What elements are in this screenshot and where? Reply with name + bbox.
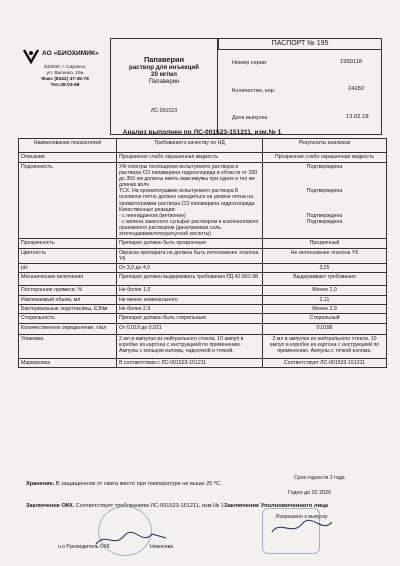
param-name-cell: Упаковка [19, 334, 117, 358]
table-row [19, 273, 387, 286]
param-name-cell: Бактериальные эндотоксины, ЕЭ/мг [19, 304, 117, 313]
requirement-cell: В соответствии с ЛС-001523-151211 [117, 358, 263, 367]
product-dosage: 20 мг/мл [151, 71, 177, 78]
requirement-cell: Препарат должен быть стерильным [117, 313, 263, 323]
table-header-cell: Требования к качеству по НД [117, 139, 263, 153]
param-name-cell: Прозрачность [19, 239, 117, 249]
series-label: Номер серии [232, 60, 267, 66]
okk-head-title: н.о Руководитель ОКК [58, 544, 110, 550]
certificate-header [22, 38, 382, 135]
param-name-cell: Посторонние примеси, % [19, 286, 117, 295]
result-cell: Менее 1,0 [263, 286, 387, 295]
requirement-cell: От 0,019 до 0,021 [117, 323, 263, 334]
company-logo-icon [22, 48, 40, 64]
table-row [19, 313, 387, 323]
result-cell: Выдерживает требования [263, 273, 387, 286]
requirement-cell: Не менее номинального [117, 295, 263, 304]
result-cell: 3,25 [263, 264, 387, 273]
table-row [19, 334, 387, 358]
result-cell: 2,11 [263, 295, 387, 304]
issue-date-label: Дата выпуска [232, 115, 268, 121]
okk-head-name: Никонова [150, 544, 174, 550]
company-name: АО «БИОХИМИК» [42, 50, 99, 57]
param-name-cell: pH [19, 264, 117, 273]
product-panel [110, 38, 218, 135]
table-header-cell: Результаты анализов [263, 139, 387, 153]
table-row [19, 153, 387, 163]
storage-note: Хранение. В защищенном от света месте при температуре не выше 25 ºС. [26, 481, 222, 487]
table-row [19, 249, 387, 264]
release-signature [268, 514, 348, 536]
authorized-person-heading: Заключение Уполномоченного лица [224, 503, 328, 509]
result-cell: Менее 2,9 [263, 304, 387, 313]
table-row [19, 304, 387, 313]
quantity-value: 24282 [348, 86, 365, 92]
requirement-cell: Препарат должен быть прозрачным [117, 239, 263, 249]
param-name-cell: Количественное определение, г/мл [19, 323, 117, 334]
requirement-cell: 2 мл в ампулах из нейтрального стекла. 10 ампул в коробке из картона с инструкцией по применению. Ампулы с кольцом излома, надсечкой и точкой. [117, 334, 263, 358]
result-cell: Не интенсивнее эталона Y6 [263, 249, 387, 264]
passport-number: ПАСПОРТ № 195 [271, 40, 329, 47]
param-name-cell: Механические включения [19, 273, 117, 286]
product-inn: Папаверин [148, 79, 180, 85]
expiry-date: Годен до 02 2020 [288, 490, 332, 496]
requirement-cell: Прозрачная слабо окрашенная жидкость [117, 153, 263, 163]
table-row [19, 323, 387, 334]
result-cell: Соответствует ЛС-001523-151211 [263, 358, 387, 367]
okk-signature [92, 528, 172, 550]
table-row [19, 163, 387, 239]
result-cell: Прозрачный [263, 239, 387, 249]
analysis-title: Анализ выполнен по ЛС-001523-151211, изм.№ 1 [122, 129, 282, 136]
param-name-cell: Цветность [19, 249, 117, 264]
result-cell: Прозрачная слабо окрашенная жидкость [263, 153, 387, 163]
table-header-cell: Наименование показателей [19, 139, 117, 153]
result-cell: Стерильный [263, 313, 387, 323]
release-permission: Разрешено к выпуску [276, 514, 328, 520]
table-row [19, 286, 387, 295]
series-value: 1950118 [340, 59, 363, 65]
table-row [19, 239, 387, 249]
param-name-cell: Извлекаемый объем, мл [19, 295, 117, 304]
product-name: Папаверин [143, 55, 185, 64]
requirement-cell: УФ-спектры поглощения испытуемого раствора и раствора СО папаверина гидрохлорида в области от 260 до 350 нм должны иметь максимумы при одних и тех же длинах волн ТСХ. На хроматограмме испытуемого раствора Б основное пятно должно находиться на уровне пятна на хроматограмме раствора СО папаверина гидрохлорида Качественные реакции: - с нингидрином (метионин) - с железа закисного сульфат раствором и ксиленолового оранжевого раствором (динатриевая соль этилендиаминтетрауксусной кислоты) [117, 163, 263, 239]
result-cell: Подтверждена Подтверждена Подтверждена Подтверждена [263, 163, 387, 239]
table-row [19, 295, 387, 304]
analysis-table [18, 138, 387, 368]
param-name-cell: Описание [19, 153, 117, 163]
product-form: раствор для инъекций [129, 64, 199, 71]
okk-conclusion: Заключение ОКК. Соответствует требованиям ЛС-001523-151211, изм.№ 1 [26, 503, 224, 509]
requirement-cell: Окраска препарата не должна быть интенсивнее эталона Y6 [117, 249, 263, 264]
result-cell: 2 мл в ампулах из нейтрального стекла. 10 ампул в коробке из картона с инструкцией по применению. Ампулы с точкой излома. [263, 334, 387, 358]
quantity-label: Количество, кор. [232, 88, 276, 94]
param-name-cell: Маркировка [19, 358, 117, 367]
result-cell: 0,0198 [263, 323, 387, 334]
requirement-cell: От 3,0 до 4,0 [117, 264, 263, 273]
registration-number: ЛС-001523 [150, 108, 178, 114]
company-address: 430030, г. Саранск, ул. Васенко, 15а Факс (8342) 47-36-78 Тел.38-03-68 [41, 65, 89, 88]
table-header-row [19, 139, 387, 153]
param-name-cell: Подлинность [19, 163, 117, 239]
shelf-life-label: Срок годности 2 года [294, 475, 345, 481]
table-row [19, 264, 387, 273]
issue-date-value: 13.02.18 [346, 114, 369, 120]
requirement-cell: Не более 2,9 [117, 304, 263, 313]
table-row [19, 358, 387, 367]
param-name-cell: Стерильность [19, 313, 117, 323]
requirement-cell: Не более 1,0 [117, 286, 263, 295]
requirement-cell: Препарат должен выдерживать требования РД 42-501-98 [117, 273, 263, 286]
